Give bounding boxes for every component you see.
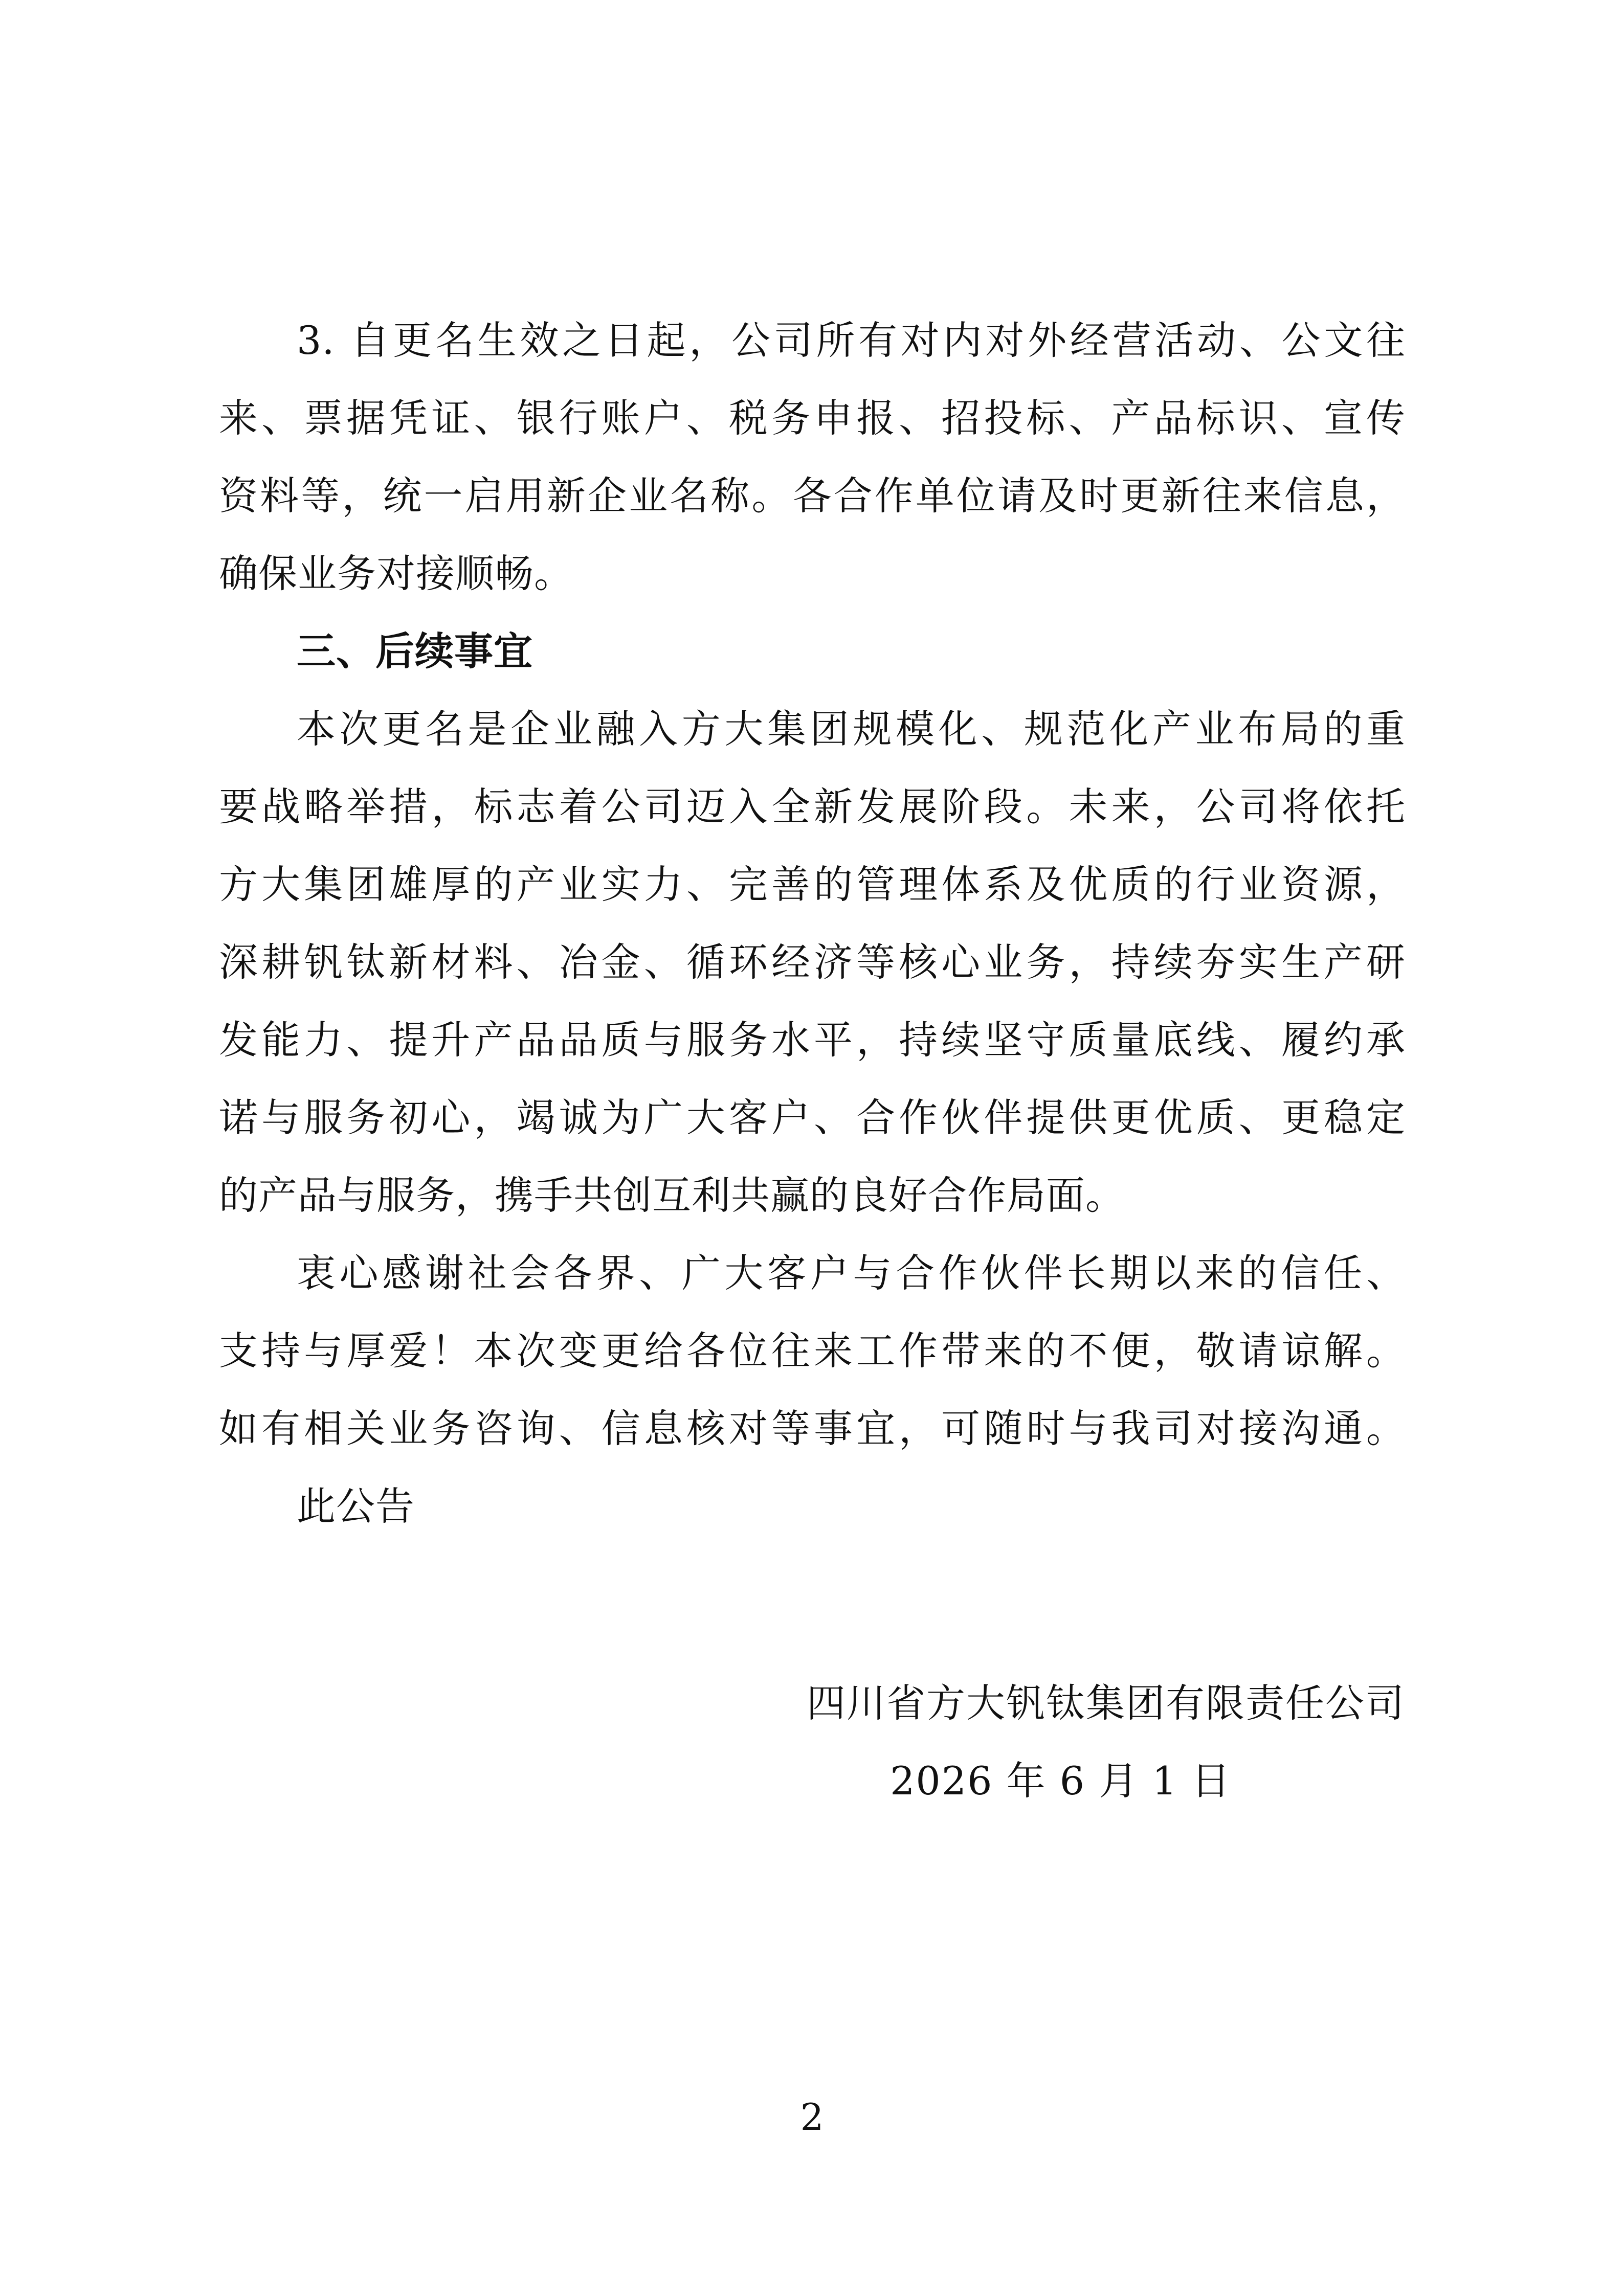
text-line: 的产品与服务，携手共创互利共赢的良好合作局面。 <box>219 1173 1125 1218</box>
signature-date: 2026 年 6 月 1 日 <box>890 1758 1231 1804</box>
text-line: 资料等，统一启用新企业名称。各合作单位请及时更新往来信息， <box>219 473 1406 519</box>
text-line: 来、票据凭证、银行账户、税务申报、招投标、产品标识、宣传 <box>219 395 1406 441</box>
signature-company: 四川省方大钒钛集团有限责任公司 <box>807 1680 1405 1726</box>
text-line: 衷心感谢社会各界、广大客户与合作伙伴长期以来的信任、 <box>297 1250 1406 1296</box>
closing-text: 此公告 <box>297 1483 415 1529</box>
text-line: 如有相关业务咨询、信息核对等事宜，可随时与我司对接沟通。 <box>219 1406 1406 1451</box>
section-heading-text: 三、后续事宜 <box>297 628 533 674</box>
text-line: 诺与服务初心，竭诚为广大客户、合作伙伴提供更优质、更稳定 <box>219 1095 1406 1140</box>
text-line: 要战略举措，标志着公司迈入全新发展阶段。未来，公司将依托 <box>219 784 1406 829</box>
text-line: 方大集团雄厚的产业实力、完善的管理体系及优质的行业资源， <box>219 862 1406 907</box>
signature-block <box>791 1664 1405 1820</box>
paragraph-item-3 <box>219 302 1406 613</box>
text-line: 本次更名是企业融入方大集团规模化、规范化产业布局的重 <box>297 706 1406 752</box>
document-body <box>219 302 1406 1545</box>
text-line: 发能力、提升产品品质与服务水平，持续坚守质量底线、履约承 <box>219 1017 1406 1063</box>
text-line: 确保业务对接顺畅。 <box>219 551 573 596</box>
text-line: 3. 自更名生效之日起，公司所有对内对外经营活动、公文往 <box>297 318 1406 363</box>
paragraph-future <box>219 690 1406 1234</box>
text-line: 深耕钒钛新材料、冶金、循环经济等核心业务，持续夯实生产研 <box>219 939 1406 985</box>
text-line: 支持与厚爱！本次变更给各位往来工作带来的不便，敬请谅解。 <box>219 1328 1406 1374</box>
section-heading-3 <box>219 613 1406 690</box>
paragraph-thanks <box>219 1234 1406 1468</box>
page-number: 2 <box>800 2096 824 2139</box>
paragraph-closing <box>219 1468 1406 1545</box>
